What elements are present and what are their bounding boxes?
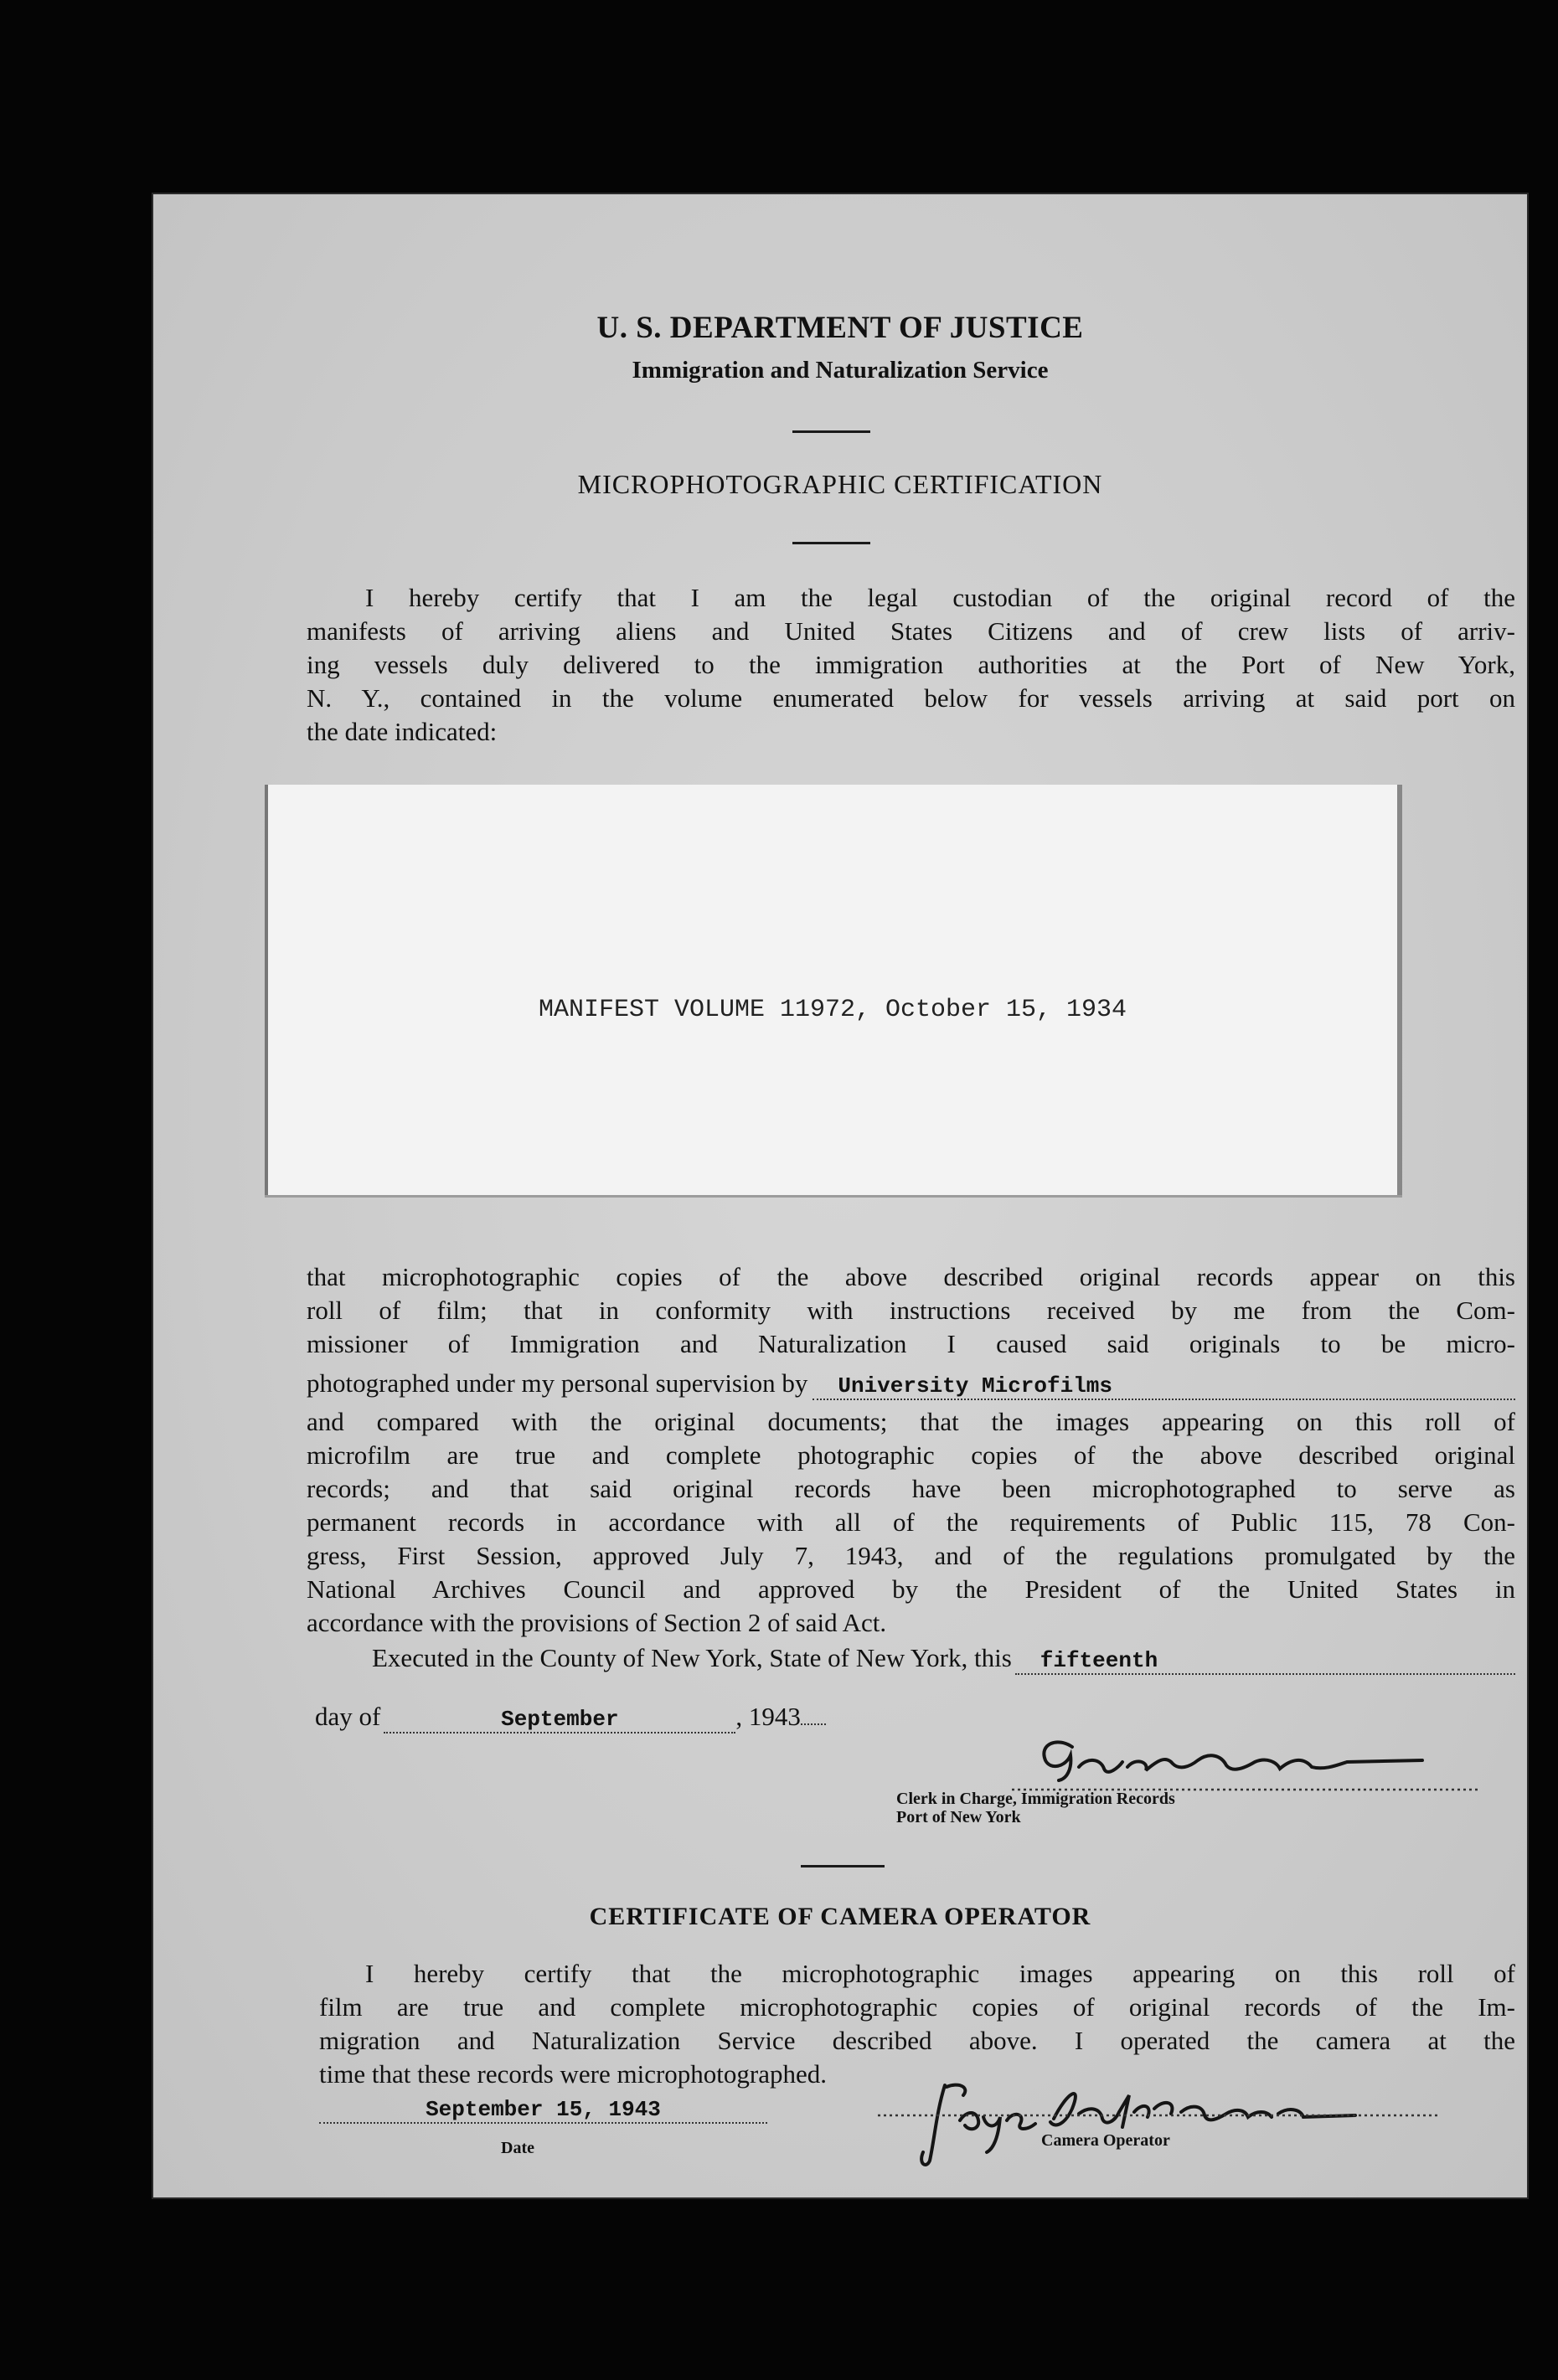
supervisor-name: University Microfilms <box>838 1373 1113 1399</box>
intro-paragraph <box>307 581 1515 749</box>
body-line: permanent records in accordance with all of the requirements of Public 115, 78 Con- <box>307 1507 1515 1537</box>
supervision-line <box>307 1368 1515 1400</box>
manifest-volume-text: MANIFEST VOLUME 11972, October 15, 1934 <box>538 996 1127 1024</box>
camera-operator-heading: CERTIFICATE OF CAMERA OPERATOR <box>589 1903 1091 1930</box>
intro-line: I hereby certify that I am the legal custodian of the original record of the <box>365 583 1515 612</box>
body-line: accordance with the provisions of Section 2 of said Act. <box>307 1608 887 1637</box>
day-field <box>1015 1643 1515 1675</box>
camera-line: migration and Naturalization Service described above. I operated the camera at the <box>319 2026 1515 2055</box>
date-field <box>319 2097 767 2124</box>
body-paragraph-bottom <box>307 1405 1515 1640</box>
clerk-title-line: Port of New York <box>896 1808 1021 1826</box>
month-value: September <box>501 1707 619 1732</box>
body-line: missioner of Immigration and Naturalization I caused said originals to be micro- <box>307 1329 1515 1358</box>
date-value: September 15, 1943 <box>426 2097 661 2122</box>
executed-line <box>372 1643 1515 1675</box>
date-label: Date <box>501 2139 534 2157</box>
body-line: gress, First Session, approved July 7, 1943, and of the regulations promulgated by the <box>307 1541 1515 1570</box>
camera-line: time that these records were microphotographed. <box>319 2059 827 2089</box>
manifest-slip <box>265 785 1402 1195</box>
camera-line: I hereby certify that the microphotographic images appearing on this roll of <box>365 1959 1515 1988</box>
body-line: and compared with the original documents; that the images appearing on this roll of <box>307 1407 1515 1436</box>
certification-title: MICROPHOTOGRAPHIC CERTIFICATION <box>577 469 1103 499</box>
divider <box>792 542 870 544</box>
department-title: U. S. DEPARTMENT OF JUSTICE <box>596 311 1084 345</box>
day-of-line <box>315 1702 826 1733</box>
day-of-label: day of <box>315 1702 381 1731</box>
clerk-title <box>896 1790 1175 1826</box>
executed-prefix: Executed in the County of New York, State of New York, this <box>372 1643 1012 1672</box>
month-field <box>384 1702 735 1733</box>
supervision-field <box>813 1368 1515 1400</box>
divider <box>792 430 870 433</box>
camera-operator-signature <box>853 2062 1531 2171</box>
body-line: National Archives Council and approved by the President of the United States in <box>307 1574 1515 1604</box>
service-subtitle: Immigration and Naturalization Service <box>632 357 1049 384</box>
body-line: that microphotographic copies of the above described original records appear on this <box>307 1262 1515 1291</box>
body-line: microfilm are true and complete photographic copies of the above described original <box>307 1440 1515 1470</box>
intro-line: ing vessels duly delivered to the immigration authorities at the Port of New York, <box>307 650 1515 679</box>
day-value: fifteenth <box>1040 1648 1158 1673</box>
intro-line: N. Y., contained in the volume enumerated below for vessels arriving at said port on <box>307 683 1515 713</box>
certificate-page <box>153 194 1527 2197</box>
body-line: records; and that said original records have been microphotographed to serve as <box>307 1474 1515 1503</box>
body-paragraph-top <box>307 1260 1515 1361</box>
clerk-title-line: Clerk in Charge, Immigration Records <box>896 1790 1175 1808</box>
intro-line: manifests of arriving aliens and United States Citizens and of crew lists of arriv- <box>307 616 1515 646</box>
camera-operator-label: Camera Operator <box>1041 2131 1170 2150</box>
divider <box>801 1865 885 1867</box>
year-dots <box>801 1723 826 1725</box>
year-value: , 1943 <box>735 1702 801 1731</box>
camera-line: film are true and complete microphotographic copies of original records of the Im- <box>319 1992 1515 2022</box>
body-line: roll of film; that in conformity with instructions received by me from the Com- <box>307 1296 1515 1325</box>
supervision-prefix: photographed under my personal supervision by <box>307 1368 808 1398</box>
intro-line: the date indicated: <box>307 717 498 746</box>
